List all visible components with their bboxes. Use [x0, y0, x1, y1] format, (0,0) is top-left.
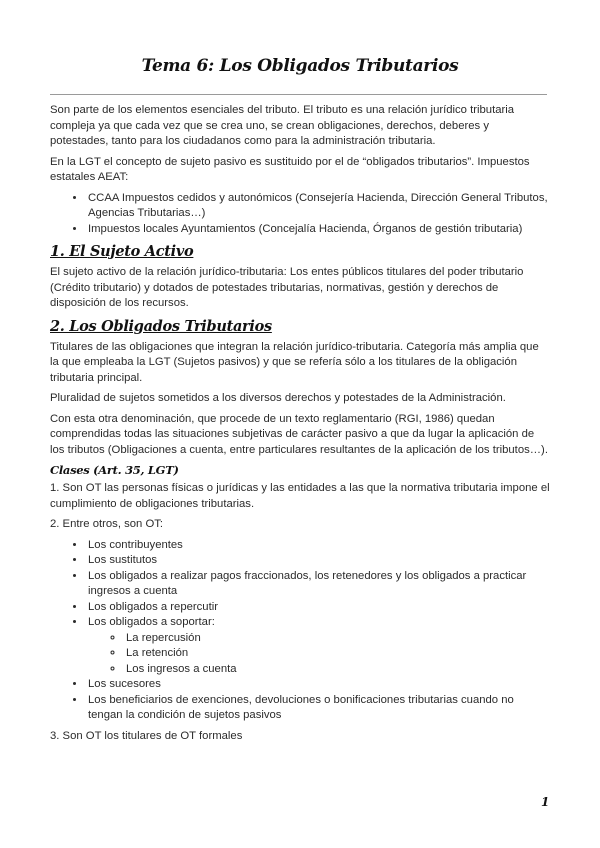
sublist-item: ◦ Los ingresos a cuenta [124, 662, 550, 678]
title-divider [50, 94, 547, 95]
sublist-item: ◦ La retención [124, 646, 550, 662]
list-item: • Impuestos locales Ayuntamientos (Concejalía Hacienda, Órganos de gestión tributaria) [86, 222, 550, 238]
page-title: Tema 6: Los Obligados Tributarios [141, 56, 459, 76]
list-item: • Los obligados a repercutir [86, 600, 550, 616]
list-item-label: Los obligados a soportar: [88, 616, 215, 628]
page-content [50, 103, 550, 749]
obligados-paragraph-1: Titulares de las obligaciones que integran la relación jurídico-tributaria. Categoría más amplia que la que empleaba la LGT (Sujetos pasivos) y que se refería sólo a los titulares de la obligación tributaria principal. [50, 340, 539, 384]
clases-paragraph-3: 3. Son OT los titulares de OT formales [50, 729, 243, 742]
page-number: 1 [541, 795, 550, 809]
obligados-paragraph-3: Con esta otra denominación, que procede de un texto reglamentario (RGI, 1986) quedan comprendidas todas las situaciones subjetivas de carácter pasivo a que da lugar la aplicación de los tributos (Obligaciones a cuenta, entre particulares resultantes de la aplicación de los tributos…). [50, 412, 548, 456]
obligados-paragraph-2: Pluralidad de sujetos sometidos a los diversos derechos y potestades de la Administración. [50, 392, 506, 404]
list-item: • Los contribuyentes [86, 538, 550, 554]
soportar-sublist [88, 631, 550, 678]
obligados-list [50, 538, 550, 724]
sujeto-activo-paragraph: El sujeto activo de la relación jurídico-tributaria: Los entes públicos titulares del poder tributario (Crédito tributario) y dotados de potestades tributarias, normativas, gestión y derechos de disposición de los recursos. [50, 266, 524, 309]
list-item: • Los obligados a realizar pagos fraccionados, los retenedores y los obligados a practicar ingresos a cuenta [86, 569, 550, 600]
section-heading-obligados: 2. Los Obligados Tributarios [50, 317, 272, 335]
list-item: • Los sucesores [86, 677, 550, 693]
intro-paragraph-2: En la LGT el concepto de sujeto pasivo es sustituido por el de “obligados tributarios”. Impuestos estatales AEAT: [50, 155, 530, 183]
sublist-item: ◦ La repercusión [124, 631, 550, 647]
list-item: • CCAA Impuestos cedidos y autonómicos (Consejería Hacienda, Dirección General Tributos, Agencias Tributarias…) [86, 191, 550, 222]
clases-paragraph-1: 1. Son OT las personas físicas o jurídicas y las entidades a las que la normativa tributaria impone el cumplimiento de obligaciones tributarias. [50, 482, 550, 510]
subheading-clases: Clases (Art. 35, LGT) [50, 463, 179, 477]
clases-paragraph-2: 2. Entre otros, son OT: [50, 518, 164, 530]
intro-paragraph-1: Son parte de los elementos esenciales del tributo. El tributo es una relación jurídico tributaria compleja ya que cada vez que se crea uno, se crean obligaciones, derechos, deberes y potestades, tanto para los ciudadanos como para la administración tributaria. [50, 104, 515, 147]
intro-list [50, 191, 550, 238]
section-heading-sujeto-activo: 1. El Sujeto Activo [50, 243, 194, 260]
list-item: • Los sustitutos [86, 553, 550, 569]
list-item: • Los beneficiarios de exenciones, devoluciones o bonificaciones tributarias cuando no tengan la condición de sujetos pasivos [86, 693, 550, 724]
list-item [86, 615, 550, 677]
